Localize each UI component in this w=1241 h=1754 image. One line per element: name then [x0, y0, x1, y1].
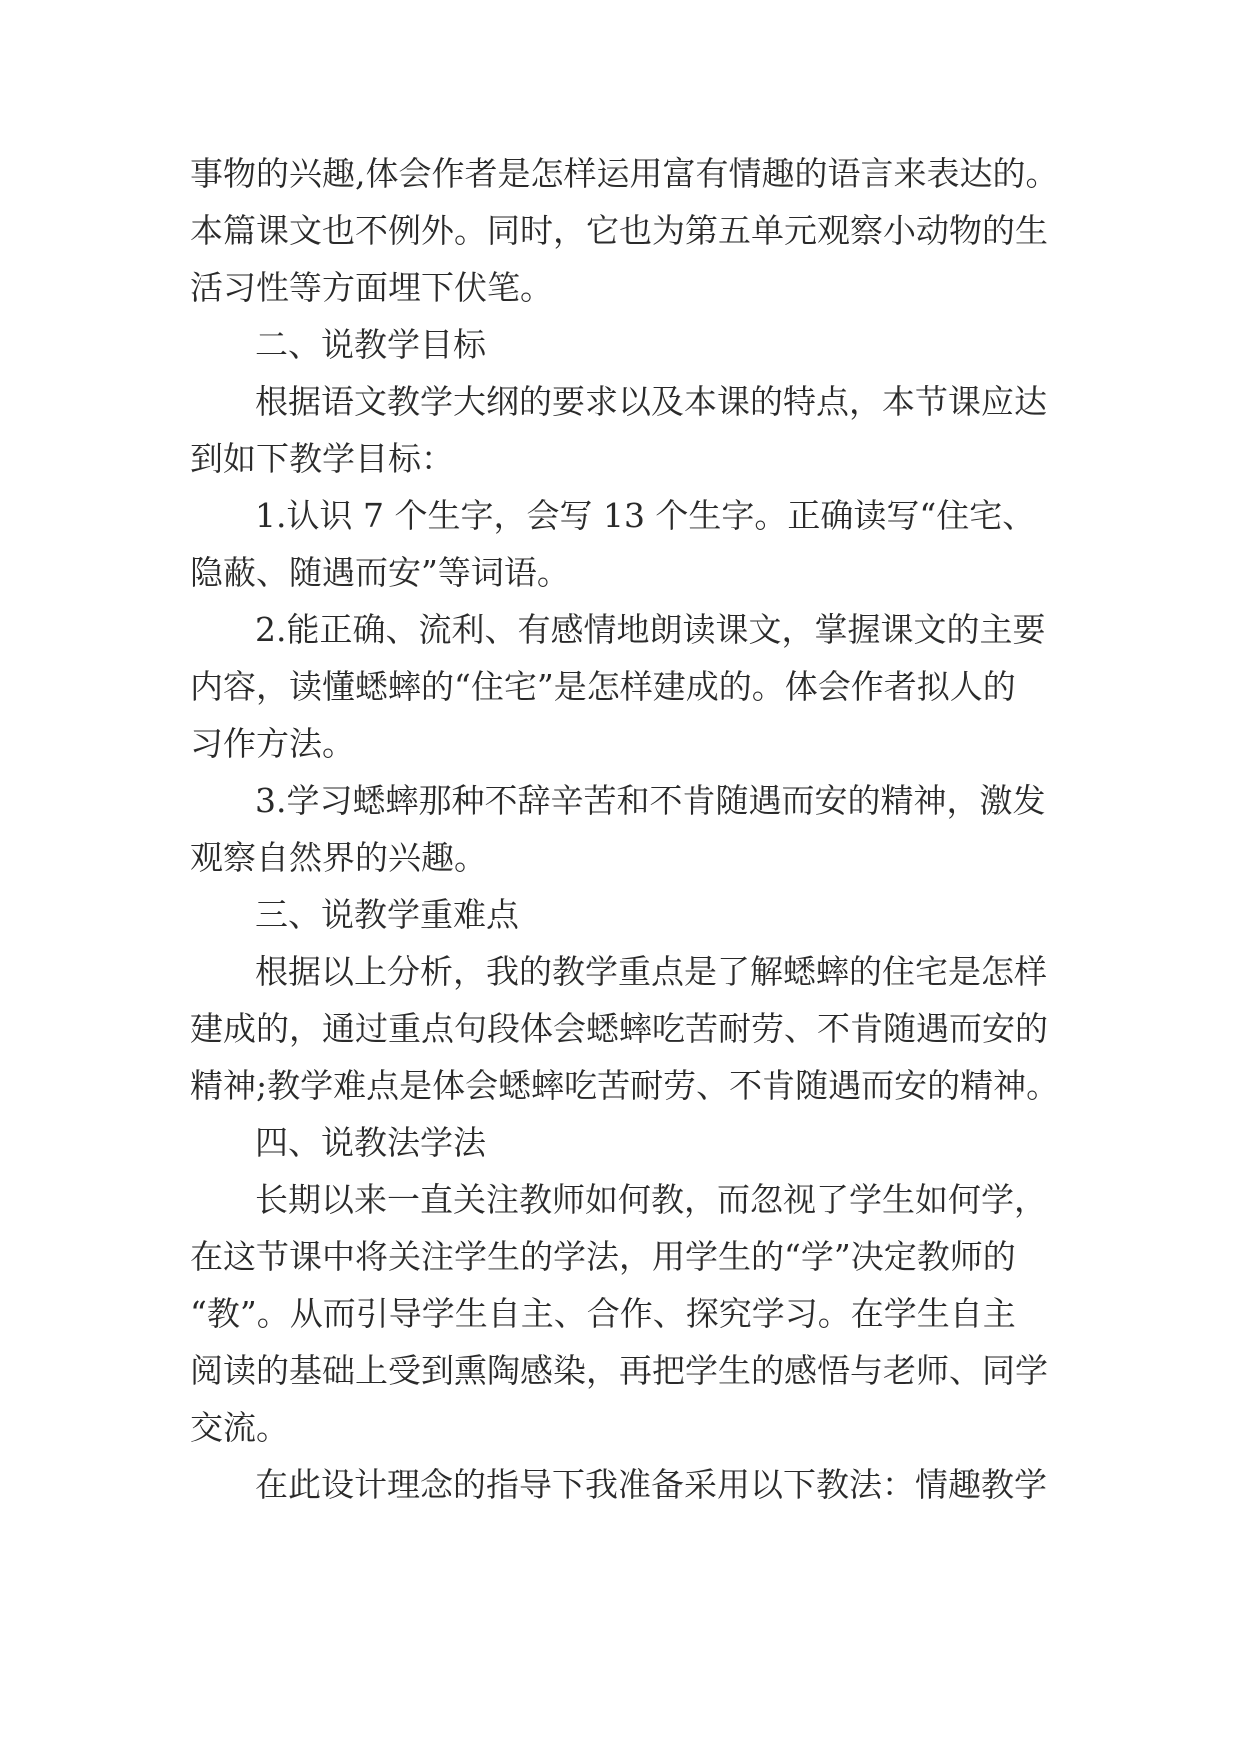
section-heading: 二、说教学目标	[255, 325, 486, 364]
text-line: 本篇课文也不例外。同时，它也为第五单元观察小动物的生	[190, 211, 1048, 250]
text-line: 长期以来一直关注教师如何教，而忽视了学生如何学，	[255, 1180, 1047, 1219]
text-line: 观察自然界的兴趣。	[190, 838, 487, 877]
text-line: 阅读的基础上受到熏陶感染，再把学生的感悟与老师、同学	[190, 1351, 1048, 1390]
text-line: 活习性等方面埋下伏笔。	[190, 268, 553, 307]
text-line: 内容，读懂蟋蟀的“住宅”是怎样建成的。体会作者拟人的	[190, 667, 1016, 706]
list-item: 3.学习蟋蟀那种不辞辛苦和不肯随遇而安的精神，激发	[255, 781, 1046, 820]
text-line: 事物的兴趣,体会作者是怎样运用富有情趣的语言来表达的。	[190, 154, 1059, 193]
text-line: 隐蔽、随遇而安”等词语。	[190, 553, 570, 592]
text-line: 习作方法。	[190, 724, 355, 763]
text-line: 到如下教学目标：	[190, 439, 454, 478]
text-line: 在此设计理念的指导下我准备采用以下教法：情趣教学	[255, 1465, 1047, 1504]
text-line: 精神;教学难点是体会蟋蟀吃苦耐劳、不肯随遇而安的精神。	[190, 1066, 1060, 1105]
text-line: 根据语文教学大纲的要求以及本课的特点，本节课应达	[255, 382, 1047, 421]
list-item: 2.能正确、流利、有感情地朗读课文，掌握课文的主要	[255, 610, 1046, 649]
text-line: 在这节课中将关注学生的学法，用学生的“学”决定教师的	[190, 1237, 1016, 1276]
section-heading: 三、说教学重难点	[255, 895, 519, 934]
text-line: 交流。	[190, 1408, 289, 1447]
text-line: “教”。从而引导学生自主、合作、探究学习。在学生自主	[190, 1294, 1016, 1333]
text-line: 根据以上分析，我的教学重点是了解蟋蟀的住宅是怎样	[255, 952, 1047, 991]
text-line: 建成的，通过重点句段体会蟋蟀吃苦耐劳、不肯随遇而安的	[190, 1009, 1048, 1048]
section-heading: 四、说教法学法	[255, 1123, 486, 1162]
list-item: 1.认识 7 个生字，会写 13 个生字。正确读写“住宅、	[255, 496, 1036, 535]
